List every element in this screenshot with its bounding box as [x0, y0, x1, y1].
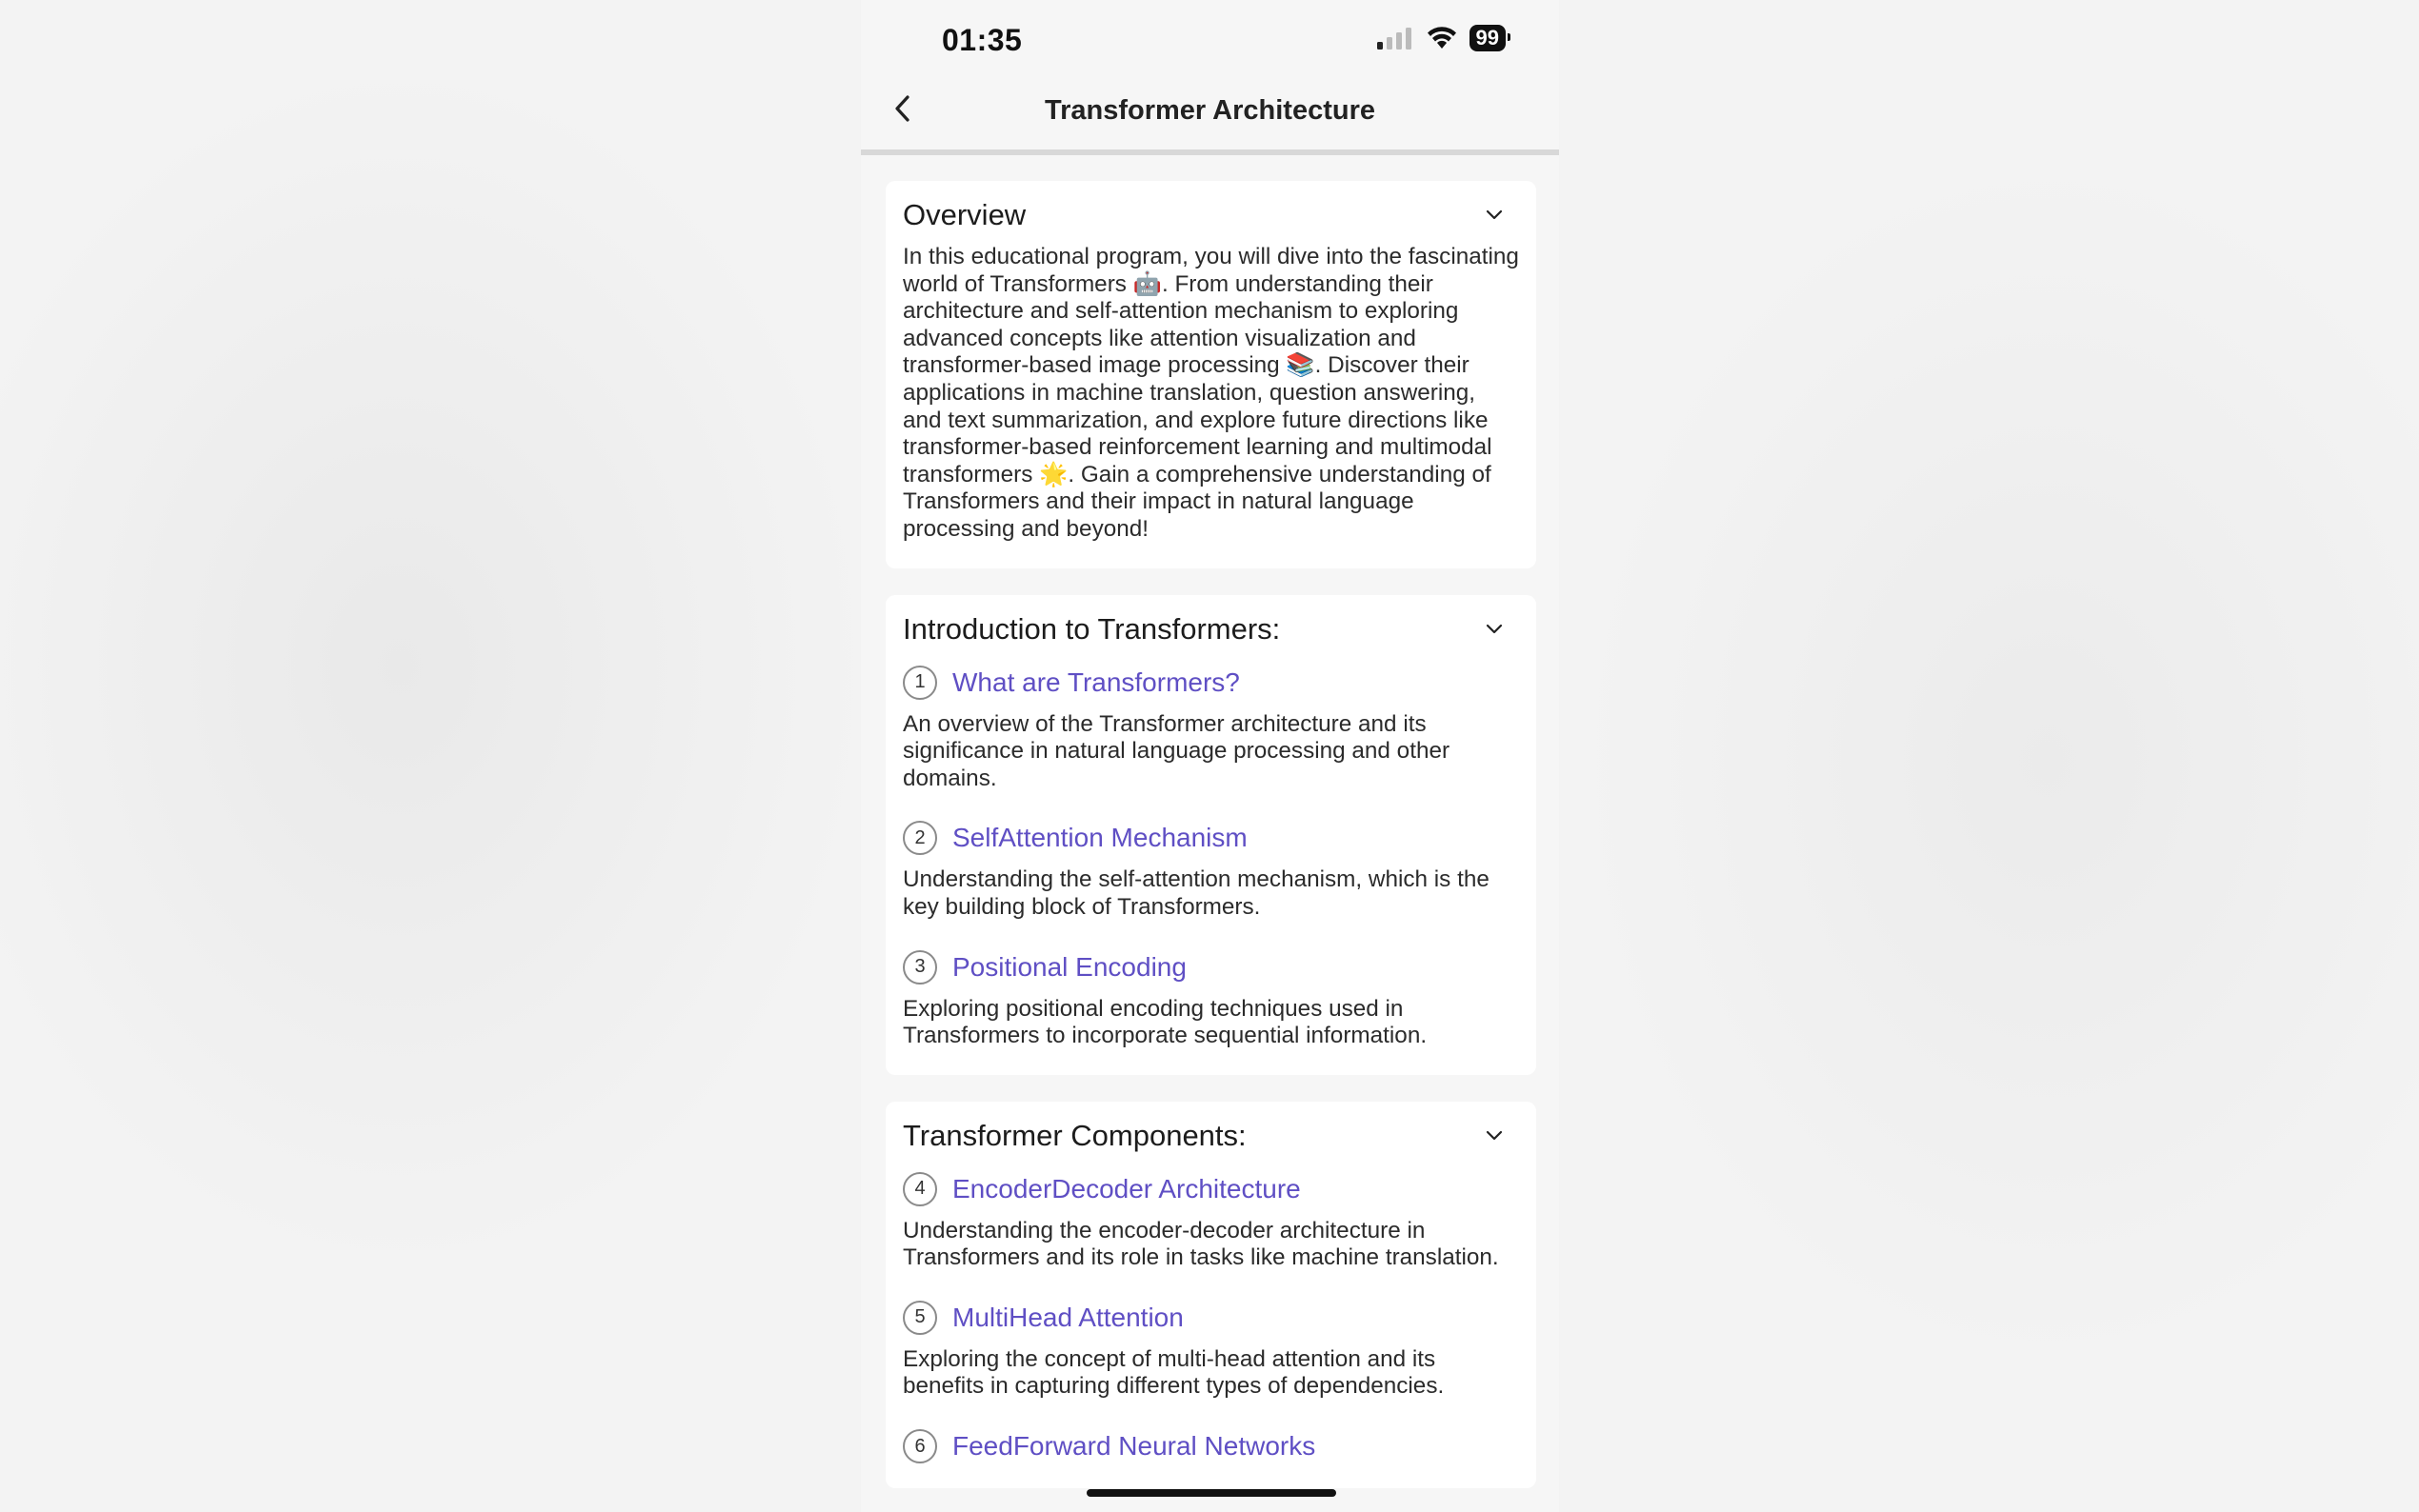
page-title: Transformer Architecture: [1044, 95, 1376, 126]
lesson-item: [903, 950, 1519, 1050]
home-indicator[interactable]: [1087, 1489, 1336, 1497]
section-header[interactable]: [903, 1117, 1519, 1155]
lesson-item: [903, 1429, 1519, 1463]
lesson-title[interactable]: What are Transformers?: [952, 666, 1240, 697]
chevron-down-icon: [1486, 1130, 1503, 1142]
lesson-link[interactable]: [903, 1301, 1519, 1335]
section-card: [886, 1102, 1536, 1488]
battery-icon: 99: [1469, 25, 1506, 51]
lesson-link[interactable]: [903, 1429, 1519, 1463]
lesson-number: 6: [903, 1429, 937, 1463]
lesson-link[interactable]: [903, 821, 1519, 855]
lesson-description: Exploring the concept of multi-head attention and its benefits in capturing different types of dependencies.: [903, 1345, 1445, 1400]
section-card: [886, 595, 1536, 1075]
overview-title: Overview: [903, 198, 1027, 231]
section-title: Transformer Components:: [903, 1118, 1247, 1152]
nav-bar: [861, 76, 1559, 155]
lesson-number: 1: [903, 666, 937, 700]
status-bar: [861, 0, 1559, 76]
status-icons: [1376, 25, 1506, 51]
lesson-description: Understanding the encoder-decoder architecture in Transformers and its role in tasks like machine translation.: [903, 1217, 1499, 1271]
lesson-number: 2: [903, 821, 937, 855]
signal-icon: [1376, 26, 1414, 50]
lesson-link[interactable]: [903, 950, 1519, 985]
lesson-link[interactable]: [903, 1172, 1519, 1206]
lesson-title[interactable]: SelfAttention Mechanism: [952, 823, 1248, 853]
section-title: Introduction to Transformers:: [903, 611, 1281, 646]
collapse-button[interactable]: [1477, 612, 1511, 647]
lesson-item: [903, 821, 1519, 921]
collapse-button[interactable]: [1477, 1119, 1511, 1153]
wifi-icon: [1426, 26, 1458, 50]
overview-header[interactable]: [903, 196, 1519, 234]
lesson-item: [903, 1172, 1519, 1272]
lesson-title[interactable]: Positional Encoding: [952, 951, 1187, 982]
status-time: 01:35: [942, 23, 1023, 57]
lesson-description: An overview of the Transformer architecture and its significance in natural language processing and other domains.: [903, 710, 1450, 791]
lesson-item: [903, 1301, 1519, 1401]
lesson-number: 3: [903, 950, 937, 985]
lesson-title[interactable]: FeedForward Neural Networks: [952, 1431, 1316, 1462]
overview-text: In this educational program, you will dive into the fascinating world of Transformers 🤖. From understanding their architecture and self-attention mechanism to exploring advanced concepts like attention visualization and transformer-based image processing 📚. Discover their applications in machine translation, question answering, and text summarization, and explore future directions like transformer-based reinforcement learning and multimodal transformers 🌟. Gain a comprehensive understanding of Transformers and their impact in natural language processing and beyond!: [903, 244, 1519, 542]
content-scroll[interactable]: [886, 181, 1536, 1512]
lesson-description: Exploring positional encoding techniques used in Transformers to incorporate sequential information.: [903, 995, 1428, 1049]
lesson-number: 4: [903, 1172, 937, 1206]
lesson-title[interactable]: EncoderDecoder Architecture: [952, 1173, 1301, 1204]
lesson-description: Understanding the self-attention mechanism, which is the key building block of Transformers.: [903, 866, 1489, 920]
overview-card: [886, 181, 1536, 568]
section-header[interactable]: [903, 610, 1519, 648]
lesson-number: 5: [903, 1301, 937, 1335]
lesson-title[interactable]: MultiHead Attention: [952, 1302, 1184, 1332]
lesson-link[interactable]: [903, 666, 1519, 700]
lesson-item: [903, 666, 1519, 793]
collapse-button[interactable]: [1477, 198, 1511, 232]
chevron-down-icon: [1486, 624, 1503, 635]
phone-screen: [861, 0, 1559, 1512]
chevron-down-icon: [1486, 209, 1503, 221]
